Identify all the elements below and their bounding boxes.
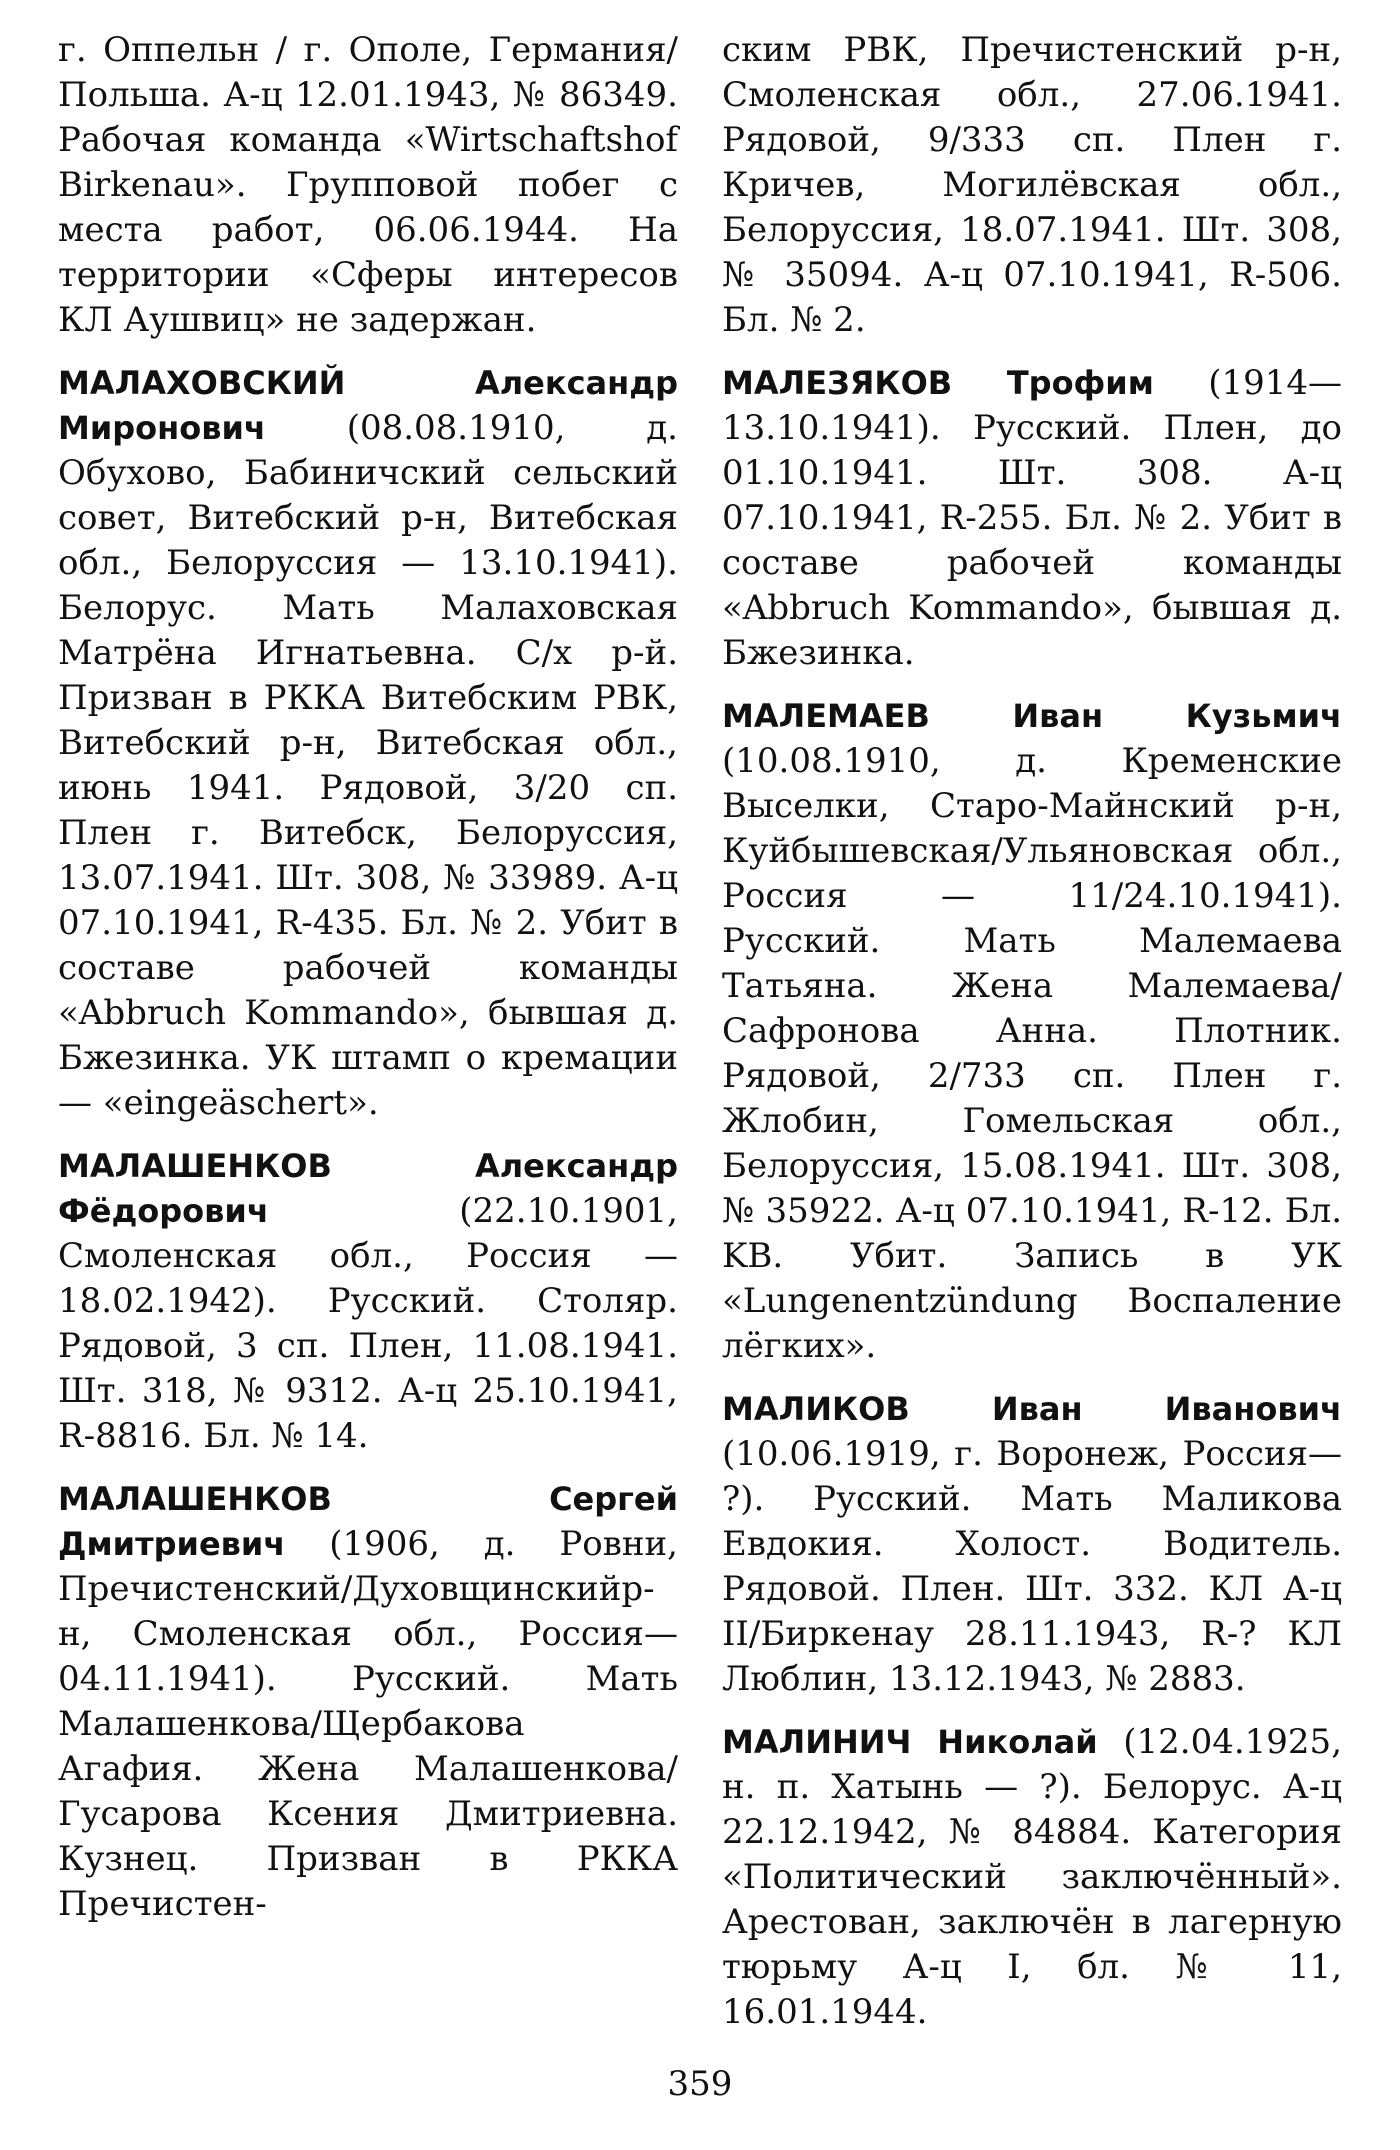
entry-name: МАЛАШЕНКОВ Александр Фёдорович <box>58 1147 678 1230</box>
entry-name: МАЛАХОВСКИЙ Александр Миронович <box>58 364 678 447</box>
entry-malemaev <box>722 694 1342 1369</box>
entry-malashenkov-sergey <box>58 1477 678 1927</box>
entry-continuation <box>58 28 678 343</box>
entry-name: МАЛИНИЧ Николай <box>722 1723 1098 1761</box>
right-column <box>722 28 1342 2053</box>
entry-continuation <box>722 28 1342 343</box>
entry-name: МАЛЕЗЯКОВ Трофим <box>722 364 1154 402</box>
entry-text: г. Оппельн / г. Ополе, Германия/Польша. А-ц 12.01.1943, № 86349. Рабочая команда «Wirtschaftshof Birkenau». Групповой побег с места работ, 06.06.1944. На территории «Сферы интересов КЛ Аушвиц» не задержан. <box>58 30 678 340</box>
entry-text: ским РВК, Пречистенский р-н, Смоленская обл., 27.06.1941. Рядовой, 9/333 сп. Плен г. Кричев, Могилёвская обл., Белоруссия, 18.07.1941. Шт. 308, № 35094. А-ц 07.10.1941, R-506. Бл. № 2. <box>722 30 1342 340</box>
entry-text: (08.08.1910, д. Обухово, Бабиничский сельский совет, Витебский р-н, Витебская обл., Белоруссия — 13.10.1941). Белорус. Мать Малаховская Матрёна Игнатьевна. С/х р-й. Призван в РККА Витебским РВК, Витебский р-н, Витебская обл., июнь 1941. Рядовой, 3/20 сп. Плен г. Витебск, Белоруссия, 13.07.1941. Шт. 308, № 33989. А-ц 07.10.1941, R-435. Бл. № 2. Убит в составе рабочей команды «Abbruch Kommando», бывшая д. Бжезинка. УК штамп о кремации — «eingeäschert». <box>58 408 678 1123</box>
page-number: 359 <box>667 2064 733 2104</box>
entry-text: (1906, д. Ровни, Пречистенский/Духовщинскийр-н, Смоленская обл., Россия— 04.11.1941). Русский. Мать Малашенкова/Щербакова Агафия. Жена Малашенкова/Гусарова Ксения Дмитриевна. Кузнец. Призван в РККА Пречистен- <box>58 1524 678 1924</box>
entry-text: (10.06.1919, г. Воронеж, Россия— ?). Русский. Мать Маликова Евдокия. Холост. Водитель. Рядовой. Плен. Шт. 332. КЛ А-ц II/Биркенау 28.11.1943, R-? КЛ Люблин, 13.12.1943, № 2883. <box>722 1434 1342 1699</box>
entry-name: МАЛАШЕНКОВ Сергей Дмитриевич <box>58 1480 678 1563</box>
entry-text: (10.08.1910, д. Кременские Выселки, Старо-Майнский р-н, Куйбышевская/Ульяновская обл., Россия — 11/24.10.1941). Русский. Мать Малемаева Татьяна. Жена Малемаева/Сафронова Анна. Плотник. Рядовой, 2/733 сп. Плен г. Жлобин, Гомельская обл., Белоруссия, 15.08.1941. Шт. 308, № 35922. А-ц 07.10.1941, R-12. Бл. KB. Убит. Запись в УК «Lungenentzündung Воспаление лёгких». <box>722 741 1342 1366</box>
entry-text: (1914—13.10.1941). Русский. Плен, до 01.10.1941. Шт. 308. А-ц 07.10.1941, R-255. Бл. № 2. Убит в составе рабочей команды «Abbruch Kommando», бывшая д. Бжезинка. <box>722 363 1342 673</box>
left-column <box>58 28 678 1945</box>
entry-malashenkov-alexander <box>58 1144 678 1459</box>
entry-malinich <box>722 1720 1342 2035</box>
entry-name: МАЛЕМАЕВ Иван Кузьмич <box>722 697 1342 735</box>
entry-malezyakov <box>722 361 1342 676</box>
entry-malakhovsky <box>58 361 678 1126</box>
entry-malikov <box>722 1387 1342 1702</box>
entry-name: МАЛИКОВ Иван Иванович <box>722 1390 1342 1428</box>
entry-text: (22.10.1901, Смоленская обл., Россия — 18.02.1942). Русский. Столяр. Рядовой, 3 сп. Плен, 11.08.1941. Шт. 318, № 9312. А-ц 25.10.1941, R-8816. Бл. № 14. <box>58 1191 678 1456</box>
entry-text: (12.04.1925, н. п. Хатынь — ?). Белорус. А-ц 22.12.1942, № 84884. Категория «Политический заключённый». Арестован, заключён в лагерную тюрьму А-ц I, бл. № 11, 16.01.1944. <box>722 1722 1342 2032</box>
